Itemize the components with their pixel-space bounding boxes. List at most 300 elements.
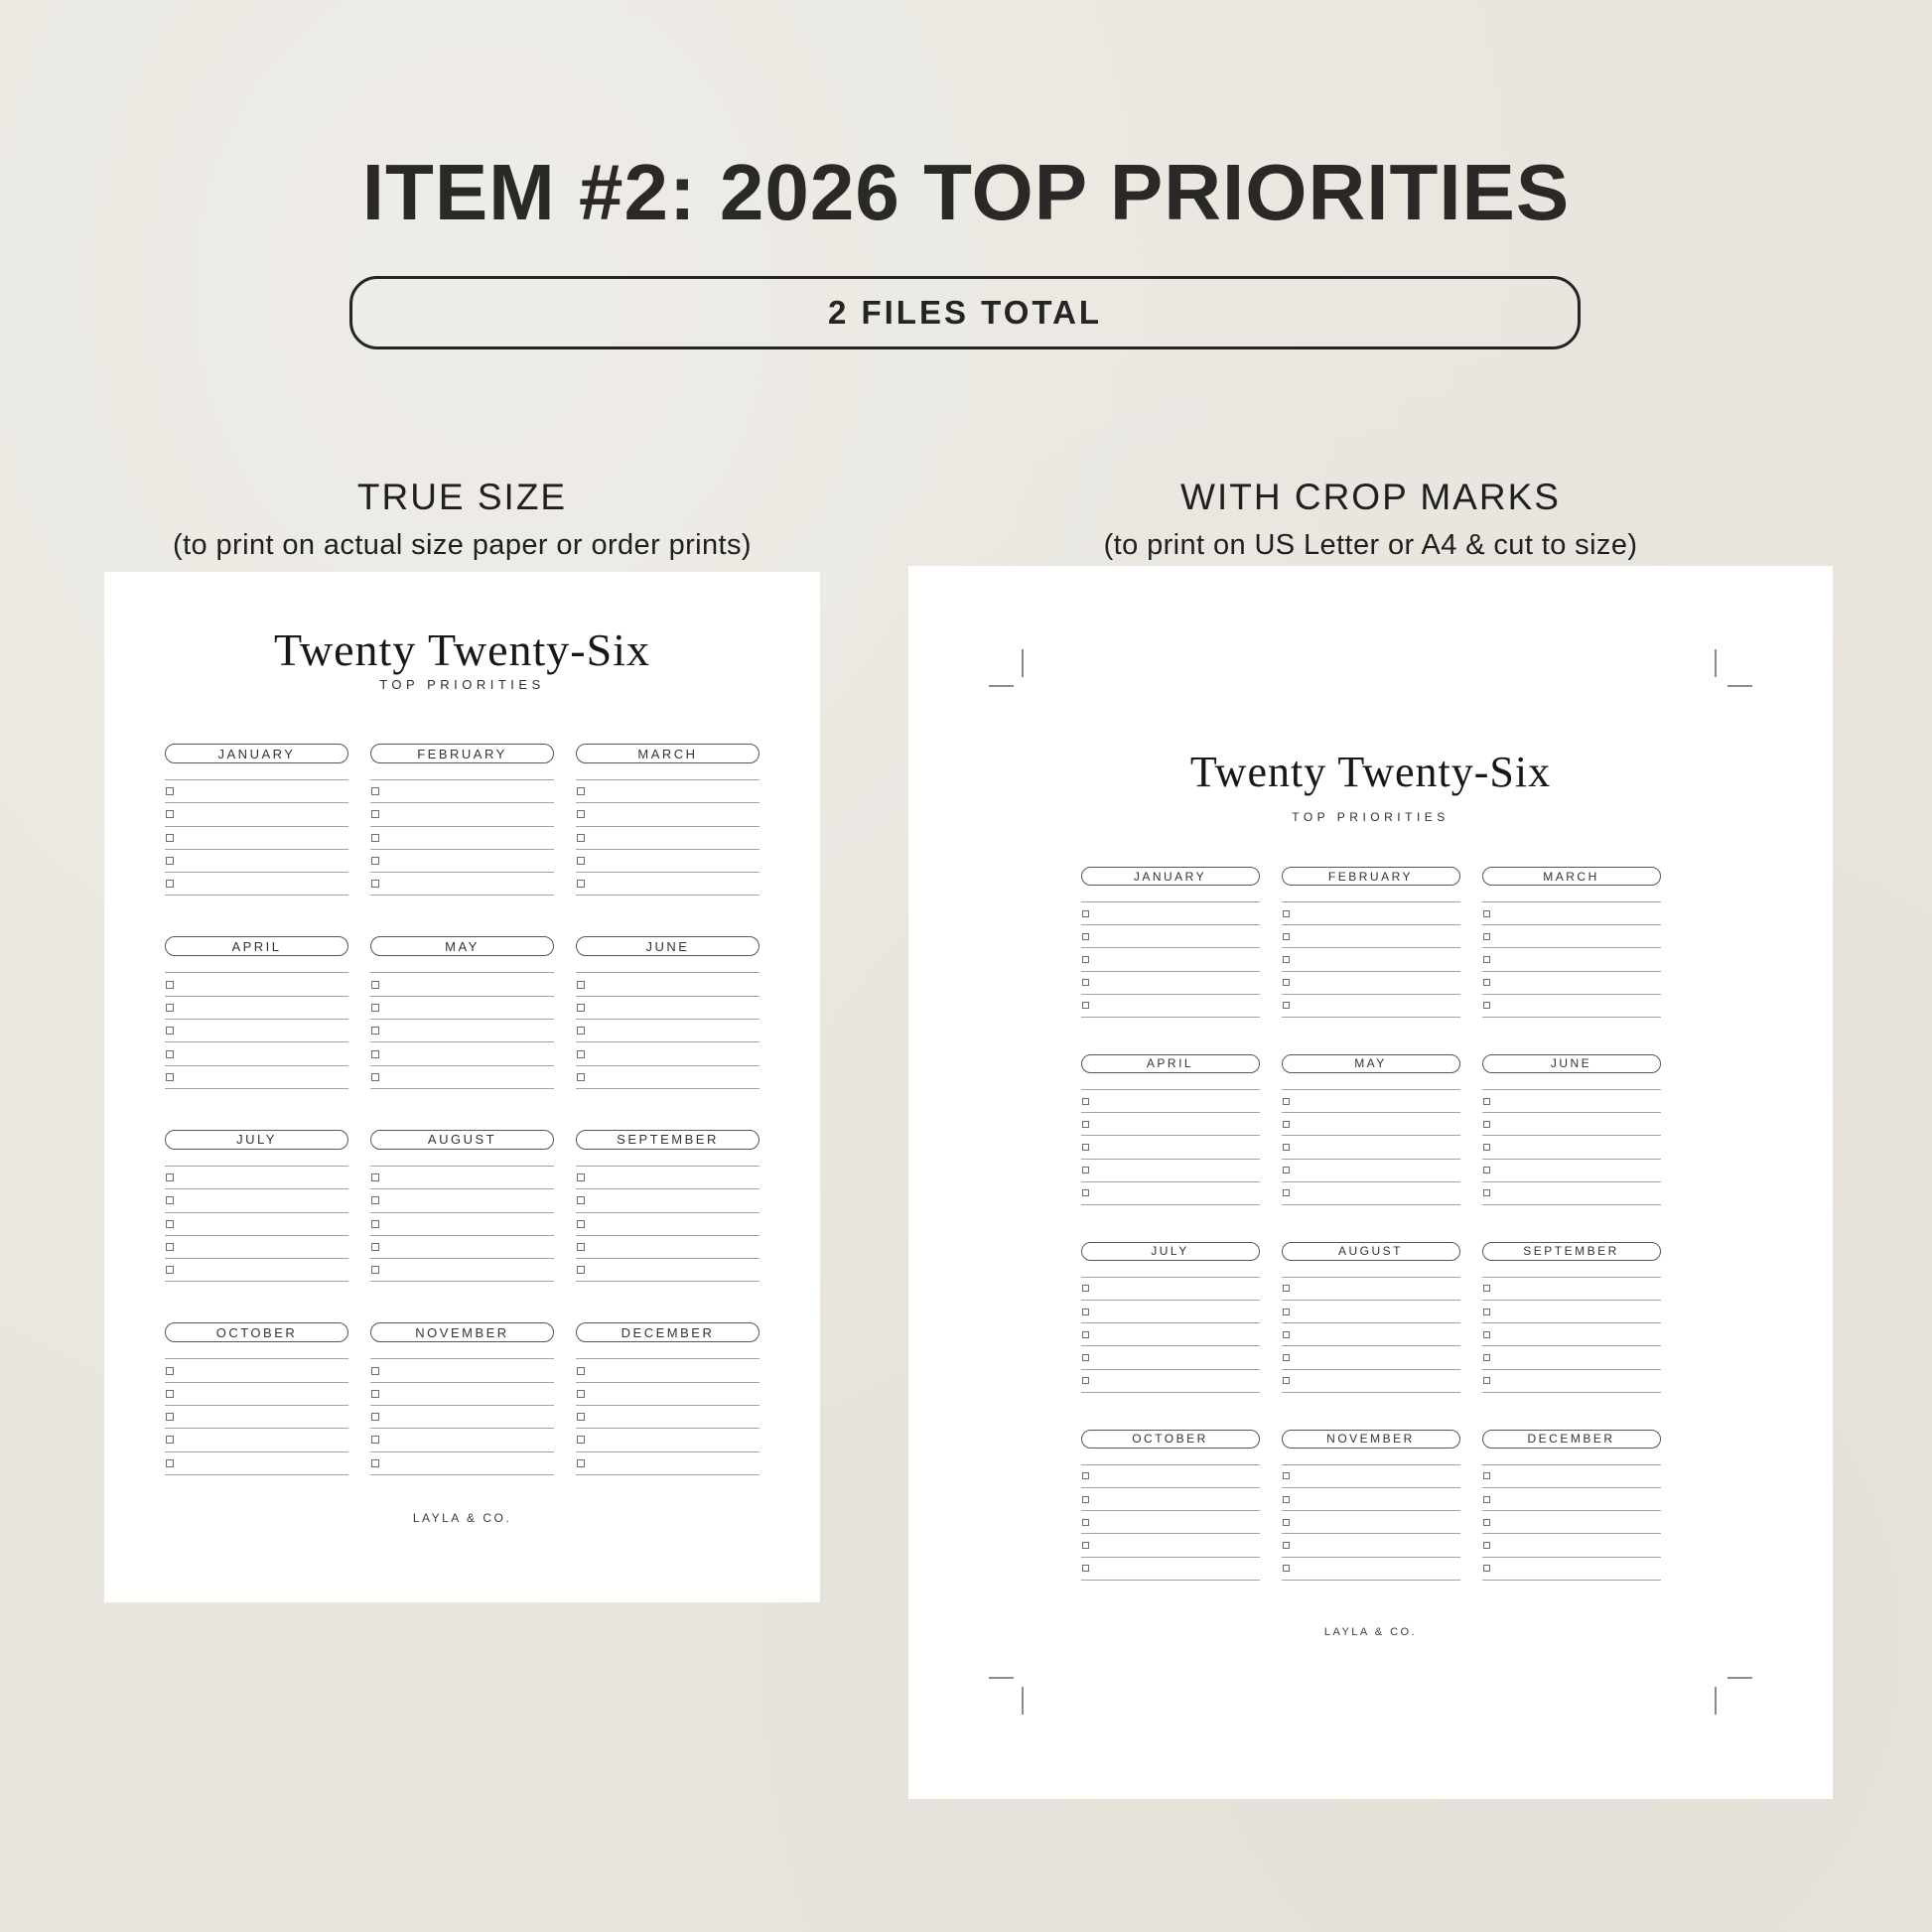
planner-page-true-size xyxy=(104,572,820,1602)
priority-row xyxy=(1482,1465,1661,1488)
checkbox-icon xyxy=(577,1004,585,1012)
priority-row xyxy=(1482,995,1661,1018)
checkbox-icon xyxy=(371,1004,379,1012)
priority-row xyxy=(370,1236,554,1259)
priority-row xyxy=(576,1429,759,1451)
month-rows xyxy=(1081,1277,1260,1393)
priority-row xyxy=(1081,1558,1260,1581)
checkbox-icon xyxy=(577,787,585,795)
checkbox-icon xyxy=(1283,1354,1290,1361)
planner-page-crop-marks xyxy=(908,566,1833,1799)
priority-row xyxy=(576,973,759,996)
month-pill xyxy=(1282,1054,1460,1073)
month-pill xyxy=(576,744,759,763)
priority-row xyxy=(576,1236,759,1259)
priority-row xyxy=(1081,1182,1260,1205)
priority-row xyxy=(1081,1488,1260,1511)
priority-row xyxy=(1282,1465,1460,1488)
brand-footer: LAYLA & CO. xyxy=(412,1511,512,1525)
checkbox-icon xyxy=(1483,1098,1490,1105)
priority-row xyxy=(370,973,554,996)
month-rows xyxy=(1081,901,1260,1018)
priority-row xyxy=(1081,1090,1260,1113)
month-pill-label: JULY xyxy=(1151,1244,1189,1259)
priority-row xyxy=(576,997,759,1020)
month-block xyxy=(1081,1430,1260,1581)
checkbox-icon xyxy=(577,1413,585,1421)
checkbox-icon xyxy=(166,1220,174,1228)
checkbox-icon xyxy=(1283,979,1290,986)
checkbox-icon xyxy=(1283,1519,1290,1526)
month-block xyxy=(1282,867,1460,1018)
checkbox-icon xyxy=(166,1173,174,1181)
checkbox-icon xyxy=(1283,1167,1290,1173)
checkbox-icon xyxy=(577,880,585,888)
checkbox-icon xyxy=(1082,1285,1089,1292)
month-block xyxy=(165,936,348,1088)
priority-row xyxy=(1081,902,1260,925)
checkbox-icon xyxy=(577,834,585,842)
priority-row xyxy=(1282,1278,1460,1301)
checkbox-icon xyxy=(166,787,174,795)
month-block xyxy=(165,744,348,896)
checkbox-icon xyxy=(577,1050,585,1058)
month-pill xyxy=(1282,1430,1460,1449)
priority-row xyxy=(1482,1511,1661,1534)
priority-row xyxy=(1081,1323,1260,1346)
month-pill-label: APRIL xyxy=(1146,1056,1194,1071)
priority-row xyxy=(1282,902,1460,925)
checkbox-icon xyxy=(1483,1121,1490,1128)
month-rows xyxy=(1482,1089,1661,1205)
priority-row xyxy=(576,803,759,826)
checkbox-icon xyxy=(577,1459,585,1467)
month-pill-label: OCTOBER xyxy=(1132,1432,1208,1447)
priority-row xyxy=(165,1359,348,1382)
priority-row xyxy=(370,1042,554,1065)
month-pill-label: JANUARY xyxy=(217,746,296,761)
priority-row xyxy=(165,1452,348,1475)
month-rows xyxy=(1482,1277,1661,1393)
month-pill xyxy=(1482,1242,1661,1261)
checkbox-icon xyxy=(1082,1002,1089,1009)
month-pill-label: APRIL xyxy=(231,938,282,954)
priority-row xyxy=(165,1429,348,1451)
month-block xyxy=(165,1322,348,1474)
priority-row xyxy=(1282,1488,1460,1511)
priority-row xyxy=(576,1359,759,1382)
month-block xyxy=(1282,1430,1460,1581)
month-block xyxy=(576,744,759,896)
priority-row xyxy=(1081,972,1260,995)
checkbox-icon xyxy=(371,857,379,865)
checkbox-icon xyxy=(1283,1472,1290,1479)
priority-row xyxy=(165,1189,348,1212)
priority-row xyxy=(1282,1558,1460,1581)
checkbox-icon xyxy=(166,1413,174,1421)
checkbox-icon xyxy=(1082,1542,1089,1549)
month-pill-label: JULY xyxy=(236,1132,277,1148)
month-block xyxy=(1282,1054,1460,1205)
checkbox-icon xyxy=(1483,1354,1490,1361)
month-pill-label: NOVEMBER xyxy=(1326,1432,1415,1447)
checkbox-icon xyxy=(166,880,174,888)
priority-row xyxy=(370,827,554,850)
month-pill-label: JANUARY xyxy=(1133,869,1207,884)
month-rows xyxy=(1482,1464,1661,1581)
priority-row xyxy=(370,1167,554,1189)
files-count-badge xyxy=(349,276,1581,349)
priority-row xyxy=(1482,1182,1661,1205)
priority-row xyxy=(165,973,348,996)
priority-row xyxy=(1081,1136,1260,1159)
checkbox-icon xyxy=(166,810,174,818)
checkbox-icon xyxy=(577,981,585,989)
checkbox-icon xyxy=(371,1413,379,1421)
month-rows xyxy=(576,1166,759,1282)
checkbox-icon xyxy=(1483,1167,1490,1173)
checkbox-icon xyxy=(1283,1496,1290,1503)
priority-row xyxy=(1482,1370,1661,1393)
checkbox-icon xyxy=(166,1050,174,1058)
month-rows xyxy=(576,779,759,896)
priority-row xyxy=(370,1189,554,1212)
month-rows xyxy=(165,1166,348,1282)
month-block xyxy=(370,1322,554,1474)
priority-row xyxy=(165,780,348,803)
crop-mark-bottom-left-horizontal xyxy=(989,1677,1014,1679)
checkbox-icon xyxy=(1283,1331,1290,1338)
month-block xyxy=(576,1130,759,1282)
files-count-label: 2 FILES TOTAL xyxy=(827,294,1103,331)
month-pill-label: MARCH xyxy=(1543,869,1599,884)
priority-row xyxy=(370,803,554,826)
month-pill xyxy=(1482,1054,1661,1073)
checkbox-icon xyxy=(166,1436,174,1444)
month-pill xyxy=(165,936,348,956)
month-pill-label: FEBRUARY xyxy=(1327,869,1414,884)
checkbox-icon xyxy=(371,1390,379,1398)
month-pill-label: DECEMBER xyxy=(1527,1432,1615,1447)
month-pill-label: OCTOBER xyxy=(215,1324,298,1340)
planner-page-title: Twenty Twenty-Six xyxy=(274,624,650,675)
month-block xyxy=(576,936,759,1088)
checkbox-icon xyxy=(1483,910,1490,917)
priority-row xyxy=(370,1020,554,1042)
priority-row xyxy=(576,873,759,896)
checkbox-icon xyxy=(577,1266,585,1274)
checkbox-icon xyxy=(1483,1377,1490,1384)
checkbox-icon xyxy=(1483,1565,1490,1572)
priority-row xyxy=(165,997,348,1020)
priority-row xyxy=(1282,1160,1460,1182)
priority-row xyxy=(1482,1346,1661,1369)
month-pill xyxy=(1482,1430,1661,1449)
priority-row xyxy=(165,1259,348,1282)
checkbox-icon xyxy=(577,1073,585,1081)
priority-row xyxy=(1282,948,1460,971)
months-grid xyxy=(104,744,820,1475)
priority-row xyxy=(1081,948,1260,971)
month-block xyxy=(1081,1054,1260,1205)
checkbox-icon xyxy=(1082,1354,1089,1361)
month-rows xyxy=(165,972,348,1088)
priority-row xyxy=(370,1359,554,1382)
priority-row xyxy=(370,1429,554,1451)
month-pill-label: JUNE xyxy=(1550,1056,1592,1071)
checkbox-icon xyxy=(1082,933,1089,940)
priority-row xyxy=(576,850,759,873)
checkbox-icon xyxy=(371,1266,379,1274)
checkbox-icon xyxy=(371,787,379,795)
checkbox-icon xyxy=(1483,1519,1490,1526)
priority-row xyxy=(370,1259,554,1282)
checkbox-icon xyxy=(1082,910,1089,917)
checkbox-icon xyxy=(1082,1098,1089,1105)
months-grid xyxy=(908,867,1833,1581)
checkbox-icon xyxy=(1483,1144,1490,1151)
month-pill xyxy=(1081,1242,1260,1261)
checkbox-icon xyxy=(166,1266,174,1274)
checkbox-icon xyxy=(371,1027,379,1035)
priority-row xyxy=(1482,902,1661,925)
priority-row xyxy=(576,1259,759,1282)
checkbox-icon xyxy=(1483,1285,1490,1292)
priority-row xyxy=(165,1020,348,1042)
priority-row xyxy=(1282,1182,1460,1205)
priority-row xyxy=(165,1042,348,1065)
priority-row xyxy=(1081,1534,1260,1557)
month-pill xyxy=(576,1322,759,1342)
priority-row xyxy=(1282,1301,1460,1323)
crop-mark-bottom-right-vertical xyxy=(1715,1687,1717,1715)
priority-row xyxy=(1282,972,1460,995)
priority-row xyxy=(1081,1370,1260,1393)
month-pill-label: MAY xyxy=(445,938,480,954)
checkbox-icon xyxy=(1283,933,1290,940)
checkbox-icon xyxy=(166,1243,174,1251)
checkbox-icon xyxy=(1483,1472,1490,1479)
priority-row xyxy=(370,1406,554,1429)
month-pill xyxy=(370,1322,554,1342)
priority-row xyxy=(1081,1113,1260,1136)
crop-mark-top-left-vertical xyxy=(1022,649,1024,677)
priority-row xyxy=(576,1383,759,1406)
priority-row xyxy=(370,1213,554,1236)
checkbox-icon xyxy=(1283,1002,1290,1009)
checkbox-icon xyxy=(577,1390,585,1398)
priority-row xyxy=(1282,1511,1460,1534)
priority-row xyxy=(576,1189,759,1212)
checkbox-icon xyxy=(1283,1377,1290,1384)
priority-row xyxy=(1081,1160,1260,1182)
month-pill-label: AUGUST xyxy=(427,1132,497,1148)
checkbox-icon xyxy=(1082,1167,1089,1173)
month-pill xyxy=(1282,1242,1460,1261)
checkbox-icon xyxy=(166,1367,174,1375)
month-pill xyxy=(576,1130,759,1150)
priority-row xyxy=(576,827,759,850)
checkbox-icon xyxy=(166,1004,174,1012)
checkbox-icon xyxy=(1283,1144,1290,1151)
month-pill-label: SEPTEMBER xyxy=(1523,1244,1619,1259)
month-pill-label: MAY xyxy=(1354,1056,1387,1071)
priority-row xyxy=(1482,948,1661,971)
checkbox-icon xyxy=(371,1173,379,1181)
priority-row xyxy=(1482,1558,1661,1581)
crop-mark-top-right-horizontal xyxy=(1727,685,1752,687)
checkbox-icon xyxy=(371,1243,379,1251)
version-header-true-size xyxy=(104,477,820,562)
checkbox-icon xyxy=(371,1196,379,1204)
checkbox-icon xyxy=(166,1196,174,1204)
priority-row xyxy=(1282,1136,1460,1159)
priority-row xyxy=(1482,1488,1661,1511)
priority-row xyxy=(165,1383,348,1406)
month-block xyxy=(1282,1242,1460,1393)
month-rows xyxy=(1282,901,1460,1018)
priority-row xyxy=(165,850,348,873)
month-block xyxy=(370,1130,554,1282)
month-block xyxy=(370,744,554,896)
priority-row xyxy=(1282,1323,1460,1346)
checkbox-icon xyxy=(1082,1496,1089,1503)
month-pill xyxy=(165,1130,348,1150)
month-rows xyxy=(1081,1464,1260,1581)
poster-title: ITEM #2: 2026 TOP PRIORITIES xyxy=(361,148,1571,236)
priority-row xyxy=(370,1383,554,1406)
checkbox-icon xyxy=(166,981,174,989)
priority-row xyxy=(165,803,348,826)
priority-row xyxy=(1482,925,1661,948)
month-pill-label: SEPTEMBER xyxy=(617,1132,719,1148)
month-rows xyxy=(370,1166,554,1282)
checkbox-icon xyxy=(1082,956,1089,963)
checkbox-icon xyxy=(1483,1542,1490,1549)
priority-row xyxy=(1282,1090,1460,1113)
priority-row xyxy=(1282,995,1460,1018)
priority-row xyxy=(1482,972,1661,995)
checkbox-icon xyxy=(371,1073,379,1081)
checkbox-icon xyxy=(1483,1002,1490,1009)
month-pill-label: DECEMBER xyxy=(621,1324,715,1340)
priority-row xyxy=(576,1452,759,1475)
month-pill xyxy=(1282,867,1460,886)
priority-row xyxy=(370,1066,554,1089)
month-pill-label: JUNE xyxy=(645,938,690,954)
month-rows xyxy=(1081,1089,1260,1205)
checkbox-icon xyxy=(371,1220,379,1228)
checkbox-icon xyxy=(1483,979,1490,986)
checkbox-icon xyxy=(1483,1309,1490,1315)
checkbox-icon xyxy=(1082,979,1089,986)
checkbox-icon xyxy=(1283,1309,1290,1315)
month-block xyxy=(1482,1430,1661,1581)
month-block xyxy=(1482,1242,1661,1393)
priority-row xyxy=(1081,1346,1260,1369)
checkbox-icon xyxy=(1283,1121,1290,1128)
brand-footer: LAYLA & CO. xyxy=(1323,1626,1418,1638)
crop-mark-bottom-left-vertical xyxy=(1022,1687,1024,1715)
checkbox-icon xyxy=(371,1459,379,1467)
checkbox-icon xyxy=(1483,1496,1490,1503)
month-pill-label: FEBRUARY xyxy=(417,746,507,761)
priority-row xyxy=(1081,1511,1260,1534)
crop-mark-bottom-right-horizontal xyxy=(1727,1677,1752,1679)
checkbox-icon xyxy=(1483,1331,1490,1338)
checkbox-icon xyxy=(1283,1565,1290,1572)
priority-row xyxy=(165,1406,348,1429)
checkbox-icon xyxy=(371,1050,379,1058)
priority-row xyxy=(1482,1323,1661,1346)
month-block xyxy=(576,1322,759,1474)
month-block xyxy=(165,1130,348,1282)
priority-row xyxy=(165,1236,348,1259)
version-heading: WITH CROP MARKS xyxy=(1180,477,1561,517)
priority-row xyxy=(165,1066,348,1089)
priority-row xyxy=(1482,1160,1661,1182)
month-pill xyxy=(1081,867,1260,886)
month-pill xyxy=(165,1322,348,1342)
checkbox-icon xyxy=(1483,1189,1490,1196)
priority-row xyxy=(370,997,554,1020)
month-block xyxy=(1482,1054,1661,1205)
planner-page-subtitle: TOP PRIORITIES xyxy=(379,677,545,692)
checkbox-icon xyxy=(166,857,174,865)
month-pill xyxy=(370,936,554,956)
checkbox-icon xyxy=(1283,1189,1290,1196)
priority-row xyxy=(1081,1301,1260,1323)
checkbox-icon xyxy=(577,1220,585,1228)
month-rows xyxy=(165,1358,348,1474)
checkbox-icon xyxy=(577,1196,585,1204)
checkbox-icon xyxy=(577,1436,585,1444)
checkbox-icon xyxy=(1483,933,1490,940)
crop-mark-top-left-horizontal xyxy=(989,685,1014,687)
priority-row xyxy=(370,780,554,803)
planner-page-subtitle: TOP PRIORITIES xyxy=(1292,810,1449,824)
version-header-crop-marks xyxy=(908,477,1833,562)
priority-row xyxy=(1081,925,1260,948)
month-rows xyxy=(1282,1277,1460,1393)
priority-row xyxy=(370,850,554,873)
priority-row xyxy=(1482,1113,1661,1136)
priority-row xyxy=(165,1167,348,1189)
priority-row xyxy=(1282,1346,1460,1369)
month-block xyxy=(370,936,554,1088)
priority-row xyxy=(576,1042,759,1065)
priority-row xyxy=(1081,1278,1260,1301)
planner-page-title: Twenty Twenty-Six xyxy=(1189,748,1552,796)
priority-row xyxy=(1482,1301,1661,1323)
priority-row xyxy=(165,873,348,896)
priority-row xyxy=(1482,1534,1661,1557)
month-block xyxy=(1081,867,1260,1018)
checkbox-icon xyxy=(371,834,379,842)
checkbox-icon xyxy=(577,810,585,818)
month-rows xyxy=(576,1358,759,1474)
checkbox-icon xyxy=(371,1367,379,1375)
checkbox-icon xyxy=(1082,1189,1089,1196)
priority-row xyxy=(576,1213,759,1236)
priority-row xyxy=(576,1406,759,1429)
checkbox-icon xyxy=(166,1073,174,1081)
crop-mark-top-right-vertical xyxy=(1715,649,1717,677)
checkbox-icon xyxy=(1082,1377,1089,1384)
priority-row xyxy=(165,827,348,850)
checkbox-icon xyxy=(1283,910,1290,917)
priority-row xyxy=(1081,1465,1260,1488)
